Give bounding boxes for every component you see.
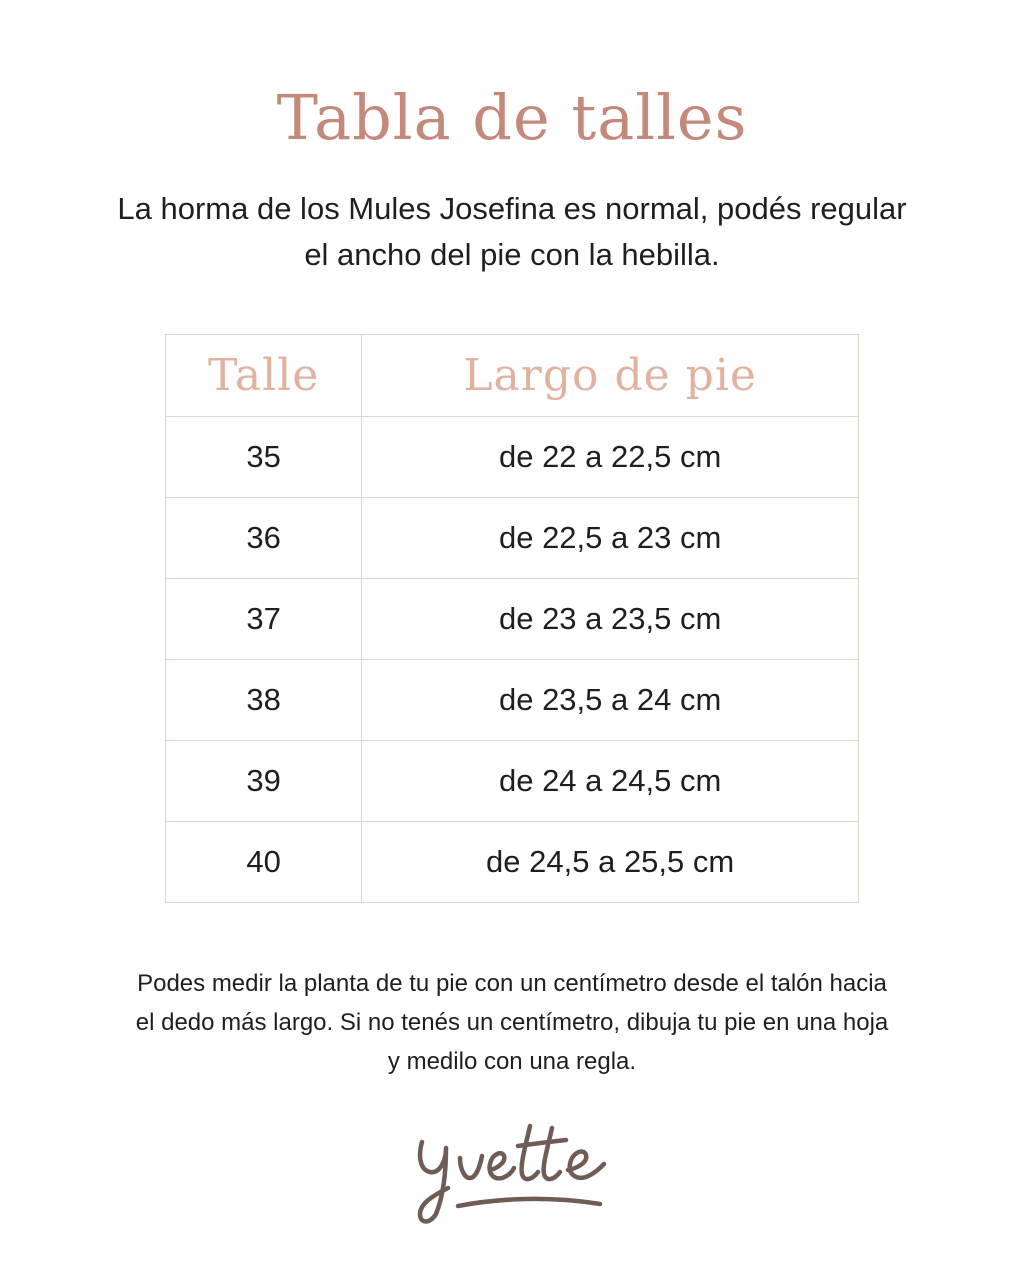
- table-row: [166, 660, 859, 741]
- table-row: [166, 498, 859, 579]
- table-header-row: [166, 335, 859, 417]
- talle-cell: 40: [166, 822, 362, 903]
- header-largo-de-pie: Largo de pie: [362, 335, 859, 417]
- talle-cell: 38: [166, 660, 362, 741]
- talle-cell: 37: [166, 579, 362, 660]
- header-talle: Talle: [166, 335, 362, 417]
- intro-text: La horma de los Mules Josefina es normal, podés regular el ancho del pie con la hebilla.: [117, 191, 907, 272]
- largo-cell: de 22 a 22,5 cm: [362, 417, 859, 498]
- size-table: [165, 334, 859, 903]
- talle-cell: 35: [166, 417, 362, 498]
- talle-cell: 39: [166, 741, 362, 822]
- largo-cell: de 24 a 24,5 cm: [362, 741, 859, 822]
- table-row: [166, 417, 859, 498]
- table-row: [166, 579, 859, 660]
- talle-cell: 36: [166, 498, 362, 579]
- table-row: [166, 741, 859, 822]
- measuring-instructions: Podes medir la planta de tu pie con un centímetro desde el talón hacia el dedo más largo. Si no tenés un centímetro, dibuja tu pie en una hoja y medilo con una regla.: [135, 970, 889, 1075]
- largo-cell: de 24,5 a 25,5 cm: [362, 822, 859, 903]
- largo-cell: de 23,5 a 24 cm: [362, 660, 859, 741]
- page-title: Tabla de talles: [276, 81, 748, 154]
- largo-cell: de 22,5 a 23 cm: [362, 498, 859, 579]
- table-row: [166, 822, 859, 903]
- brand-logo: [400, 1120, 624, 1240]
- largo-cell: de 23 a 23,5 cm: [362, 579, 859, 660]
